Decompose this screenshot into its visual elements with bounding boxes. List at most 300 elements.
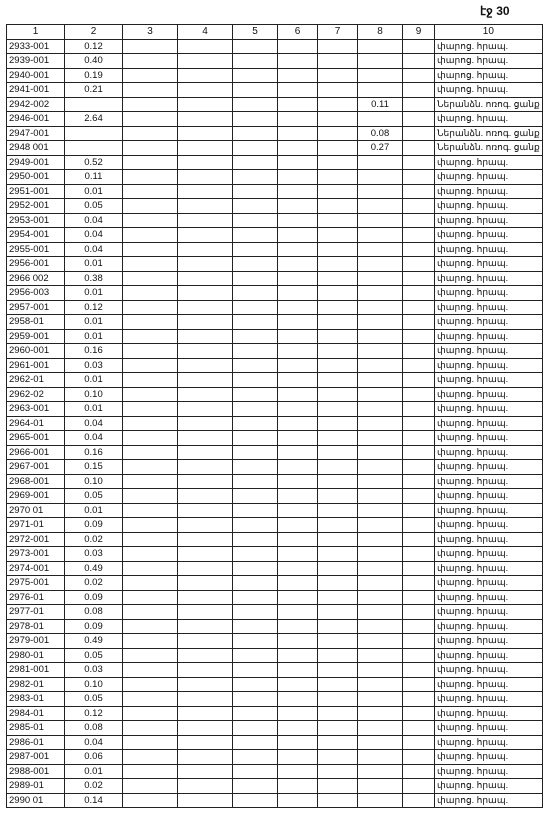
- table-cell: [178, 677, 233, 692]
- table-cell: [358, 532, 403, 547]
- table-cell: [403, 721, 435, 736]
- table-cell: 2983-01: [7, 692, 65, 707]
- table-cell: [403, 547, 435, 562]
- table-cell: [318, 431, 358, 446]
- table-cell: [403, 518, 435, 533]
- table-cell: [318, 648, 358, 663]
- table-cell: [278, 547, 318, 562]
- table-cell: [318, 228, 358, 243]
- table-cell: [358, 286, 403, 301]
- table-cell: 0.11: [358, 97, 403, 112]
- table-cell: 0.14: [65, 793, 123, 808]
- table-cell: [403, 300, 435, 315]
- table-cell: փարոց. հրապ.: [435, 271, 543, 286]
- table-cell: փարոց. հրապ.: [435, 634, 543, 649]
- table-cell: 2977-01: [7, 605, 65, 620]
- table-cell: [318, 793, 358, 808]
- table-cell: [123, 634, 178, 649]
- table-cell: [233, 199, 278, 214]
- table-cell: 2985-01: [7, 721, 65, 736]
- table-cell: [123, 547, 178, 562]
- table-cell: [233, 300, 278, 315]
- table-cell: [123, 271, 178, 286]
- table-cell: [403, 576, 435, 591]
- table-cell: 2946-001: [7, 112, 65, 127]
- table-cell: [318, 68, 358, 83]
- table-cell: [358, 648, 403, 663]
- table-cell: փարոց. հրապ.: [435, 387, 543, 402]
- table-cell: [403, 503, 435, 518]
- table-cell: 0.05: [65, 648, 123, 663]
- table-cell: [178, 663, 233, 678]
- table-row: [7, 286, 543, 301]
- table-cell: [178, 155, 233, 170]
- table-cell: [278, 793, 318, 808]
- table-row: [7, 764, 543, 779]
- table-cell: 0.09: [65, 518, 123, 533]
- table-cell: [318, 576, 358, 591]
- table-cell: [178, 576, 233, 591]
- table-cell: [278, 721, 318, 736]
- table-cell: [403, 619, 435, 634]
- table-cell: [123, 474, 178, 489]
- table-cell: փարոց. հրապ.: [435, 663, 543, 678]
- table-cell: 0.03: [65, 547, 123, 562]
- table-cell: [358, 271, 403, 286]
- table-cell: [278, 170, 318, 185]
- table-cell: [318, 721, 358, 736]
- table-cell: [403, 97, 435, 112]
- table-cell: 0.09: [65, 619, 123, 634]
- table-cell: 0.09: [65, 590, 123, 605]
- table-cell: [233, 677, 278, 692]
- table-cell: 0.08: [65, 721, 123, 736]
- table-cell: 0.19: [65, 68, 123, 83]
- table-cell: 2969-001: [7, 489, 65, 504]
- table-cell: [278, 779, 318, 794]
- table-cell: [278, 315, 318, 330]
- table-cell: փարոց. հրապ.: [435, 402, 543, 417]
- table-cell: [403, 257, 435, 272]
- table-row: [7, 590, 543, 605]
- table-row: [7, 170, 543, 185]
- table-cell: [318, 54, 358, 69]
- table-cell: փարոց. հրապ.: [435, 721, 543, 736]
- table-cell: [233, 271, 278, 286]
- table-cell: [358, 83, 403, 98]
- table-cell: [233, 126, 278, 141]
- table-cell: 2959-001: [7, 329, 65, 344]
- table-row: [7, 576, 543, 591]
- table-cell: փարոց. հրապ.: [435, 68, 543, 83]
- table-cell: 2974-001: [7, 561, 65, 576]
- table-cell: 2975-001: [7, 576, 65, 591]
- table-cell: [403, 677, 435, 692]
- table-cell: [178, 242, 233, 257]
- table-cell: [178, 373, 233, 388]
- table-row: [7, 315, 543, 330]
- table-cell: [233, 576, 278, 591]
- table-cell: [178, 286, 233, 301]
- table-cell: [233, 402, 278, 417]
- table-cell: [278, 764, 318, 779]
- table-cell: [178, 126, 233, 141]
- table-cell: [123, 242, 178, 257]
- table-cell: [358, 590, 403, 605]
- table-cell: [178, 692, 233, 707]
- table-cell: [123, 416, 178, 431]
- table-cell: [403, 112, 435, 127]
- table-cell: [318, 605, 358, 620]
- table-cell: 2962-02: [7, 387, 65, 402]
- table-cell: [178, 779, 233, 794]
- table-cell: [358, 663, 403, 678]
- table-cell: փարոց. հրապ.: [435, 315, 543, 330]
- table-cell: [178, 532, 233, 547]
- table-cell: [278, 68, 318, 83]
- table-cell: [403, 199, 435, 214]
- table-cell: [318, 387, 358, 402]
- table-row: [7, 677, 543, 692]
- table-cell: [233, 416, 278, 431]
- table-cell: 0.01: [65, 764, 123, 779]
- table-cell: [358, 257, 403, 272]
- table-cell: փարոց. հրապ.: [435, 750, 543, 765]
- table-cell: [403, 445, 435, 460]
- table-cell: [278, 242, 318, 257]
- table-cell: 0.12: [65, 300, 123, 315]
- table-cell: [358, 634, 403, 649]
- table-cell: 2984-01: [7, 706, 65, 721]
- table-row: [7, 184, 543, 199]
- table-cell: [278, 634, 318, 649]
- table-cell: [278, 619, 318, 634]
- table-row: [7, 271, 543, 286]
- table-row: [7, 489, 543, 504]
- table-cell: Ներանձն. ոռոգ. ցանք: [435, 141, 543, 156]
- table-cell: [358, 387, 403, 402]
- table-cell: [233, 503, 278, 518]
- column-header: 7: [318, 25, 358, 40]
- table-cell: 0.04: [65, 228, 123, 243]
- table-cell: [123, 170, 178, 185]
- table-cell: [178, 213, 233, 228]
- table-cell: [403, 228, 435, 243]
- table-cell: 0.05: [65, 489, 123, 504]
- table-cell: փարոց. հրապ.: [435, 460, 543, 475]
- table-cell: [233, 793, 278, 808]
- table-cell: [233, 141, 278, 156]
- table-cell: փարոց. հրապ.: [435, 170, 543, 185]
- table-row: [7, 648, 543, 663]
- table-cell: [278, 561, 318, 576]
- table-cell: 0.01: [65, 286, 123, 301]
- table-cell: [178, 54, 233, 69]
- table-row: [7, 387, 543, 402]
- table-cell: [278, 184, 318, 199]
- table-cell: 0.04: [65, 735, 123, 750]
- table-body: [7, 39, 543, 808]
- table-cell: [403, 793, 435, 808]
- table-cell: [318, 692, 358, 707]
- table-cell: 0.27: [358, 141, 403, 156]
- table-cell: [278, 474, 318, 489]
- table-cell: [403, 39, 435, 54]
- table-cell: [178, 141, 233, 156]
- table-cell: 2949-001: [7, 155, 65, 170]
- table-cell: փարոց. հրապ.: [435, 358, 543, 373]
- table-cell: [178, 605, 233, 620]
- table-cell: [278, 155, 318, 170]
- table-cell: փարոց. հրապ.: [435, 344, 543, 359]
- table-cell: [278, 590, 318, 605]
- header-row: [7, 25, 543, 40]
- table-cell: [278, 576, 318, 591]
- table-cell: 2967-001: [7, 460, 65, 475]
- table-row: [7, 83, 543, 98]
- table-cell: [403, 779, 435, 794]
- table-cell: փարոց. հրապ.: [435, 706, 543, 721]
- table-cell: [358, 112, 403, 127]
- table-row: [7, 735, 543, 750]
- table-cell: [403, 474, 435, 489]
- table-cell: [318, 213, 358, 228]
- table-cell: [278, 257, 318, 272]
- table-cell: [178, 518, 233, 533]
- table-cell: [233, 387, 278, 402]
- table-cell: [123, 112, 178, 127]
- table-cell: 0.03: [65, 663, 123, 678]
- table-cell: [278, 445, 318, 460]
- table-cell: [278, 489, 318, 504]
- table-cell: 2958-01: [7, 315, 65, 330]
- table-cell: [318, 750, 358, 765]
- table-cell: [278, 750, 318, 765]
- table-row: [7, 605, 543, 620]
- table-cell: [233, 213, 278, 228]
- table-cell: [123, 663, 178, 678]
- table-cell: [318, 677, 358, 692]
- table-cell: 0.03: [65, 358, 123, 373]
- table-cell: 0.02: [65, 532, 123, 547]
- table-cell: 0.08: [65, 605, 123, 620]
- table-cell: [178, 503, 233, 518]
- table-cell: փարոց. հրապ.: [435, 228, 543, 243]
- table-cell: [358, 735, 403, 750]
- table-cell: [233, 721, 278, 736]
- table-cell: փարոց. հրապ.: [435, 793, 543, 808]
- table-cell: [233, 634, 278, 649]
- table-cell: [318, 199, 358, 214]
- table-cell: 2989-01: [7, 779, 65, 794]
- table-cell: [358, 489, 403, 504]
- table-cell: [278, 387, 318, 402]
- table-cell: [123, 532, 178, 547]
- table-cell: [178, 706, 233, 721]
- table-cell: [233, 648, 278, 663]
- table-row: [7, 692, 543, 707]
- table-cell: փարոց. հրապ.: [435, 54, 543, 69]
- table-cell: [278, 97, 318, 112]
- table-cell: 2948 001: [7, 141, 65, 156]
- table-row: [7, 460, 543, 475]
- table-cell: [403, 750, 435, 765]
- table-cell: փարոց. հրապ.: [435, 692, 543, 707]
- table-cell: [358, 518, 403, 533]
- table-cell: 2953-001: [7, 213, 65, 228]
- table-cell: [358, 199, 403, 214]
- table-cell: [358, 605, 403, 620]
- table-cell: [278, 39, 318, 54]
- table-cell: [233, 97, 278, 112]
- table-cell: 0.10: [65, 474, 123, 489]
- table-cell: [178, 329, 233, 344]
- table-cell: [318, 112, 358, 127]
- table-row: [7, 300, 543, 315]
- table-cell: [318, 126, 358, 141]
- table-cell: [318, 286, 358, 301]
- table-cell: [233, 619, 278, 634]
- table-cell: [123, 257, 178, 272]
- table-row: [7, 779, 543, 794]
- table-cell: [65, 141, 123, 156]
- table-cell: [318, 561, 358, 576]
- table-cell: [233, 83, 278, 98]
- table-cell: [318, 242, 358, 257]
- table-row: [7, 532, 543, 547]
- table-cell: 2964-01: [7, 416, 65, 431]
- table-cell: փարոց. հրապ.: [435, 431, 543, 446]
- table-cell: փարոց. հրապ.: [435, 779, 543, 794]
- table-cell: Ներանձն. ոռոգ. ցանք: [435, 97, 543, 112]
- table-cell: 0.38: [65, 271, 123, 286]
- table-cell: 0.04: [65, 416, 123, 431]
- table-cell: [233, 315, 278, 330]
- table-cell: 0.16: [65, 344, 123, 359]
- table-cell: [278, 431, 318, 446]
- column-header: 3: [123, 25, 178, 40]
- table-cell: [403, 387, 435, 402]
- table-cell: [358, 155, 403, 170]
- table-row: [7, 97, 543, 112]
- table-cell: [178, 358, 233, 373]
- table-cell: 2963-001: [7, 402, 65, 417]
- table-cell: [178, 83, 233, 98]
- table-cell: [318, 416, 358, 431]
- table-cell: փարոց. հրապ.: [435, 112, 543, 127]
- table-cell: [123, 300, 178, 315]
- table-cell: [318, 402, 358, 417]
- table-cell: 2954-001: [7, 228, 65, 243]
- table-cell: 0.04: [65, 213, 123, 228]
- table-cell: [233, 518, 278, 533]
- table-cell: 2962-01: [7, 373, 65, 388]
- table-cell: [318, 489, 358, 504]
- table-cell: 0.01: [65, 503, 123, 518]
- table-cell: [178, 271, 233, 286]
- table-cell: [123, 518, 178, 533]
- table-cell: [358, 706, 403, 721]
- table-cell: [403, 126, 435, 141]
- table-cell: [178, 460, 233, 475]
- table-cell: [123, 344, 178, 359]
- table-cell: [123, 619, 178, 634]
- table-cell: 2973-001: [7, 547, 65, 562]
- table-cell: 0.01: [65, 329, 123, 344]
- table-cell: [403, 489, 435, 504]
- table-cell: [278, 373, 318, 388]
- table-cell: [403, 184, 435, 199]
- table-cell: [318, 634, 358, 649]
- table-cell: [233, 547, 278, 562]
- table-row: [7, 706, 543, 721]
- table-cell: [123, 387, 178, 402]
- table-cell: [123, 721, 178, 736]
- table-cell: 0.01: [65, 373, 123, 388]
- table-cell: [318, 474, 358, 489]
- table-cell: [178, 793, 233, 808]
- table-cell: [403, 431, 435, 446]
- table-cell: փարոց. հրապ.: [435, 83, 543, 98]
- table-cell: [358, 184, 403, 199]
- table-cell: փարոց. հրապ.: [435, 257, 543, 272]
- table-cell: [358, 68, 403, 83]
- table-cell: [403, 634, 435, 649]
- table-cell: [318, 779, 358, 794]
- table-cell: [278, 271, 318, 286]
- table-cell: [233, 54, 278, 69]
- table-cell: 0.12: [65, 706, 123, 721]
- table-cell: [123, 373, 178, 388]
- table-cell: 2972-001: [7, 532, 65, 547]
- table-row: [7, 242, 543, 257]
- table-cell: [358, 300, 403, 315]
- table-cell: [318, 344, 358, 359]
- table-cell: [123, 735, 178, 750]
- table-cell: [123, 228, 178, 243]
- table-cell: 2966-001: [7, 445, 65, 460]
- table-cell: [278, 735, 318, 750]
- table-cell: 0.52: [65, 155, 123, 170]
- table-cell: [65, 126, 123, 141]
- table-row: [7, 39, 543, 54]
- table-cell: 0.10: [65, 387, 123, 402]
- table-row: [7, 373, 543, 388]
- table-cell: [178, 634, 233, 649]
- table-cell: [318, 547, 358, 562]
- table-cell: [358, 547, 403, 562]
- table-cell: [403, 416, 435, 431]
- table-cell: [178, 561, 233, 576]
- table-cell: [178, 431, 233, 446]
- table-cell: փարոց. հրապ.: [435, 648, 543, 663]
- table-cell: [318, 329, 358, 344]
- table-cell: [403, 358, 435, 373]
- table-cell: [123, 39, 178, 54]
- table-row: [7, 329, 543, 344]
- table-cell: [358, 460, 403, 475]
- table-cell: [318, 257, 358, 272]
- table-cell: 0.02: [65, 779, 123, 794]
- table-cell: 0.04: [65, 431, 123, 446]
- table-cell: փարոց. հրապ.: [435, 242, 543, 257]
- table-cell: [403, 242, 435, 257]
- table-cell: [178, 184, 233, 199]
- table-cell: փարոց. հրապ.: [435, 286, 543, 301]
- table-row: [7, 431, 543, 446]
- table-cell: [318, 518, 358, 533]
- table-cell: [318, 706, 358, 721]
